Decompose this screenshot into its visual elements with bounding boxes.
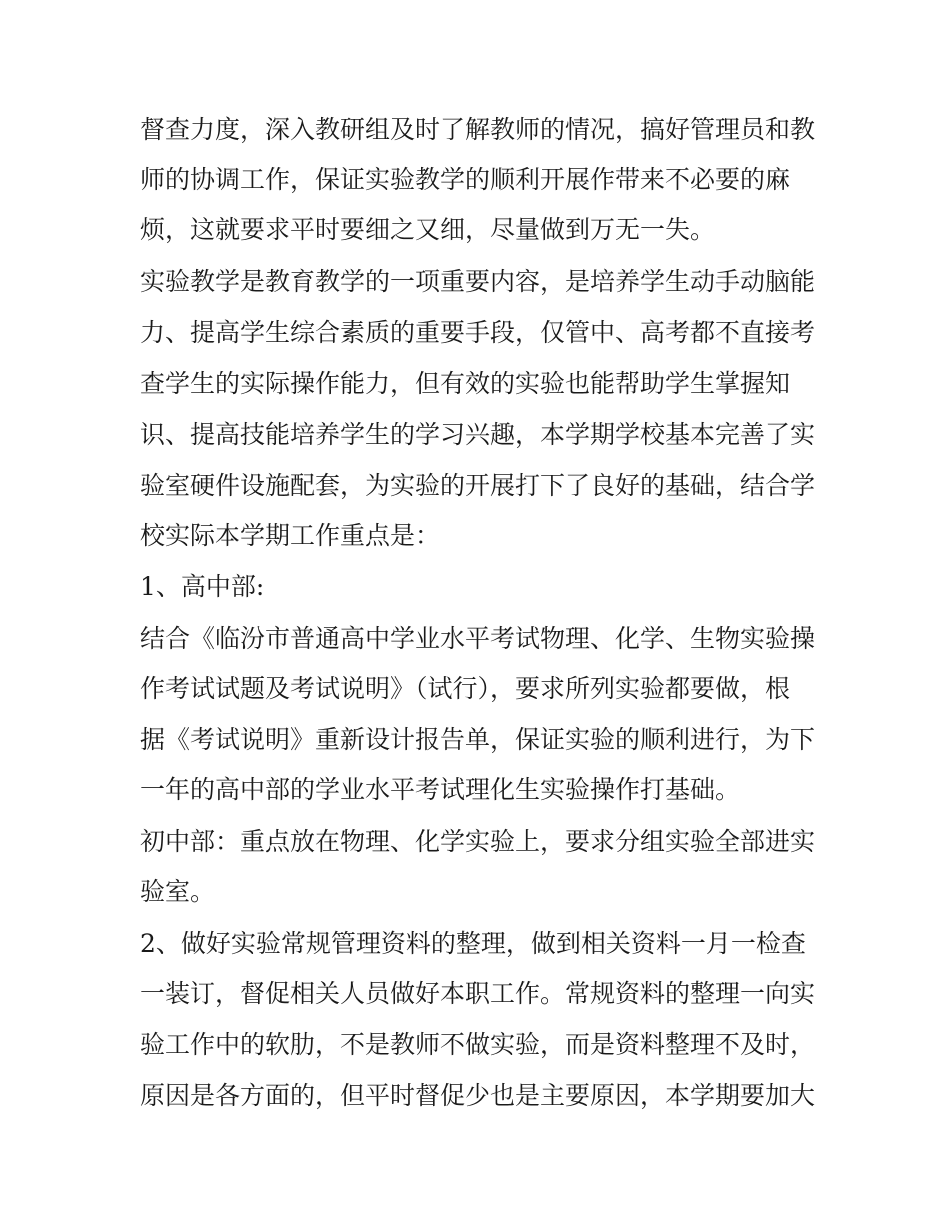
text-line: 据《考试说明》重新设计报告单，保证实验的顺利进行，为下 <box>140 725 816 754</box>
text-line: 2、做好实验常规管理资料的整理，做到相关资料一月一检查 <box>140 929 806 958</box>
text-line: 师的协调工作，保证实验教学的顺利开展作带来不必要的麻 <box>140 165 791 194</box>
text-line: 烦，这就要求平时要细之又细，尽量做到万无一失。 <box>140 215 716 244</box>
text-line: 原因是各方面的，但平时督促少也是主要原因，本学期要加大 <box>140 1081 816 1110</box>
text-line: 验室。 <box>140 877 216 906</box>
text-line: 验室硬件设施配套，为实验的开展打下了良好的基础，结合学 <box>140 471 816 500</box>
text-line: 验工作中的软肋，不是教师不做实验，而是资料整理不及时， <box>140 1030 816 1059</box>
text-line: 一装订，督促相关人员做好本职工作。常规资料的整理一向实 <box>140 979 816 1008</box>
text-line: 作考试试题及考试说明》（试行），要求所列实验都要做，根 <box>140 674 791 703</box>
text-line: 识、提高技能培养学生的学习兴趣，本学期学校基本完善了实 <box>140 420 816 449</box>
text-line: 初中部：重点放在物理、化学实验上，要求分组实验全部进实 <box>140 827 816 856</box>
text-line: 校实际本学期工作重点是： <box>140 521 441 550</box>
text-line: 查学生的实际操作能力，但有效的实验也能帮助学生掌握知 <box>140 369 791 398</box>
text-line: 一年的高中部的学业水平考试理化生实验操作打基础。 <box>140 775 741 804</box>
text-line: 力、提高学生综合素质的重要手段，仅管中、高考都不直接考 <box>140 318 816 347</box>
text-line: 督查力度，深入教研组及时了解教师的情况，搞好管理员和教 <box>140 115 816 144</box>
text-line: 实验教学是教育教学的一项重要内容，是培养学生动手动脑能 <box>140 267 816 296</box>
text-line: 结合《临汾市普通高中学业水平考试物理、化学、生物实验操 <box>140 624 816 653</box>
section-heading: 1、高中部: <box>140 572 265 601</box>
